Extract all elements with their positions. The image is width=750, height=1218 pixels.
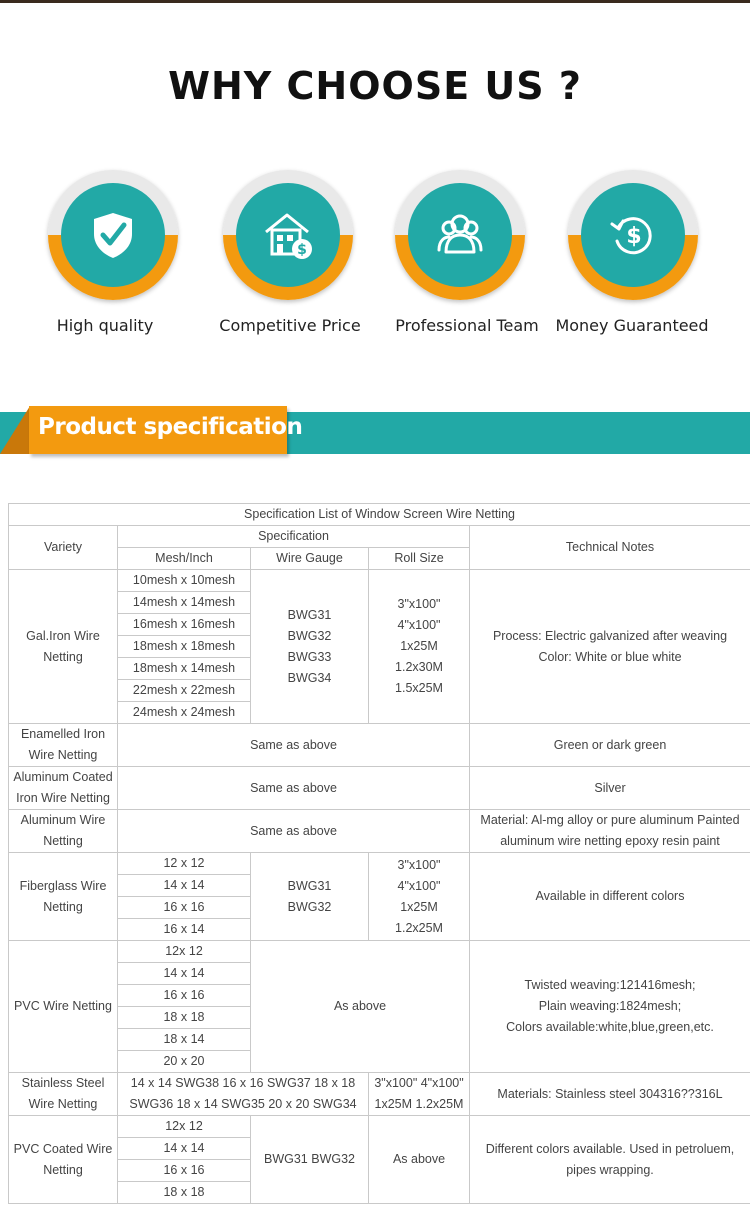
gauge-value: BWG32 (287, 899, 332, 914)
top-bar (0, 0, 750, 3)
roll-cell (369, 853, 470, 941)
mesh-cell: 14 x 14 (118, 1138, 251, 1160)
header-variety: Variety (9, 526, 118, 570)
notes-cell (470, 941, 750, 1073)
mesh-cell: 16 x 16 (118, 985, 251, 1007)
mesh-cell: 18mesh x 18mesh (118, 636, 251, 658)
mesh-cell: 12x 12 (118, 1116, 251, 1138)
mesh-cell: 16mesh x 16mesh (118, 614, 251, 636)
gauge-cell (251, 570, 369, 724)
variety-aluminum-coated: Aluminum Coated Iron Wire Netting (9, 767, 118, 810)
svg-text:$: $ (297, 242, 307, 258)
roll-value: 1x25M (400, 899, 438, 914)
roll-cell: 3"x100" 4"x100" 1x25M 1.2x25M (369, 1073, 470, 1116)
spec-cell: As above (251, 941, 470, 1073)
gauge-value: BWG32 (287, 628, 332, 643)
notes-cell: Different colors available. Used in petroluem, pipes wrapping. (470, 1116, 750, 1204)
feature-label-money-guaranteed: Money Guaranteed (555, 316, 709, 335)
table-title: Specification List of Window Screen Wire Netting (9, 504, 750, 526)
mesh-cell: 18 x 18 (118, 1182, 251, 1204)
feature-badge (395, 170, 525, 300)
feature-label-professional-team: Professional Team (395, 316, 539, 335)
gauge-value: BWG33 (287, 649, 332, 664)
mesh-cell: 16 x 16 (118, 897, 251, 919)
roll-cell (369, 570, 470, 724)
feature-badge (48, 170, 178, 300)
section-banner (0, 406, 750, 462)
header-mesh: Mesh/Inch (118, 548, 251, 570)
feature-money-guaranteed (568, 170, 698, 300)
mesh-cell: 12x 12 (118, 941, 251, 963)
shield-check-icon (88, 210, 138, 260)
feature-label-competitive-price: Competitive Price (219, 316, 361, 335)
gauge-value: BWG34 (287, 670, 332, 685)
notes-line: Color: White or blue white (538, 649, 682, 664)
feature-professional-team (395, 170, 525, 300)
notes-line: Process: Electric galvanized after weaving (492, 628, 728, 643)
notes-line: Plain weaving:1824mesh; (538, 999, 682, 1013)
feature-label-high-quality: High quality (56, 316, 154, 335)
mesh-cell: 18 x 14 (118, 1029, 251, 1051)
notes-cell: Materials: Stainless steel 304316??316L (470, 1073, 750, 1116)
roll-value: 1x25M (400, 639, 438, 653)
notes-cell: Green or dark green (470, 724, 750, 767)
mesh-cell: 10mesh x 10mesh (118, 570, 251, 592)
refund-dollar-icon (608, 210, 658, 260)
mesh-gauge-cell: 14 x 14 SWG38 16 x 16 SWG37 18 x 18 SWG36 18 x 14 SWG35 20 x 20 SWG34 (118, 1073, 369, 1116)
mesh-cell: 14 x 14 (118, 963, 251, 985)
notes-cell (470, 570, 750, 724)
svg-text:$: $ (626, 224, 642, 249)
header-roll-size: Roll Size (369, 548, 470, 570)
header-specification: Specification (118, 526, 470, 548)
variety-pvc: PVC Wire Netting (9, 941, 118, 1073)
mesh-cell: 16 x 14 (118, 919, 251, 941)
variety-fiberglass: Fiberglass Wire Netting (9, 853, 118, 941)
variety-gal-iron: Gal.Iron Wire Netting (9, 570, 118, 724)
banner-fold (0, 406, 30, 454)
roll-value: 1.2x30M (395, 660, 443, 674)
spec-cell: Same as above (118, 724, 470, 767)
roll-value: 4"x100" (397, 618, 441, 632)
mesh-cell: 22mesh x 22mesh (118, 680, 251, 702)
notes-cell: Silver (470, 767, 750, 810)
roll-cell: As above (369, 1116, 470, 1204)
mesh-cell: 16 x 16 (118, 1160, 251, 1182)
header-technical-notes: Technical Notes (470, 526, 750, 570)
specification-table (8, 503, 750, 1204)
mesh-cell: 18 x 18 (118, 1007, 251, 1029)
roll-value: 1.5x25M (395, 681, 443, 695)
page-title: WHY CHOOSE US ? (168, 64, 582, 108)
spec-cell: Same as above (118, 810, 470, 853)
banner-label: Product specification (38, 414, 303, 440)
mesh-cell: 12 x 12 (118, 853, 251, 875)
gauge-value: BWG31 (287, 878, 332, 893)
gauge-cell (251, 853, 369, 941)
feature-competitive-price (223, 170, 353, 300)
roll-value: 1.2x25M (395, 920, 443, 935)
feature-badge (223, 170, 353, 300)
feature-badge (568, 170, 698, 300)
mesh-cell: 14mesh x 14mesh (118, 592, 251, 614)
mesh-cell: 14 x 14 (118, 875, 251, 897)
mesh-cell: 20 x 20 (118, 1051, 251, 1073)
notes-cell: Material: Al-mg alloy or pure aluminum Painted aluminum wire netting epoxy resin paint (470, 810, 750, 853)
header-wire-gauge: Wire Gauge (251, 548, 369, 570)
team-icon (435, 210, 485, 260)
variety-aluminum: Aluminum Wire Netting (9, 810, 118, 853)
roll-value: 3"x100" (397, 597, 441, 611)
house-dollar-icon (263, 210, 313, 260)
roll-value: 4"x100" (397, 878, 441, 893)
variety-stainless: Stainless Steel Wire Netting (9, 1073, 118, 1116)
gauge-cell: BWG31 BWG32 (251, 1116, 369, 1204)
roll-value: 3"x100" (397, 857, 441, 872)
feature-high-quality (48, 170, 178, 300)
mesh-cell: 24mesh x 24mesh (118, 702, 251, 724)
gauge-value: BWG31 (287, 607, 332, 622)
mesh-cell: 18mesh x 14mesh (118, 658, 251, 680)
spec-cell: Same as above (118, 767, 470, 810)
notes-line: Twisted weaving:121416mesh; (524, 978, 696, 992)
notes-cell: Available in different colors (470, 853, 750, 941)
variety-pvc-coated: PVC Coated Wire Netting (9, 1116, 118, 1204)
notes-line: Colors available:white,blue,green,etc. (506, 1020, 714, 1034)
variety-enamelled: Enamelled Iron Wire Netting (9, 724, 118, 767)
